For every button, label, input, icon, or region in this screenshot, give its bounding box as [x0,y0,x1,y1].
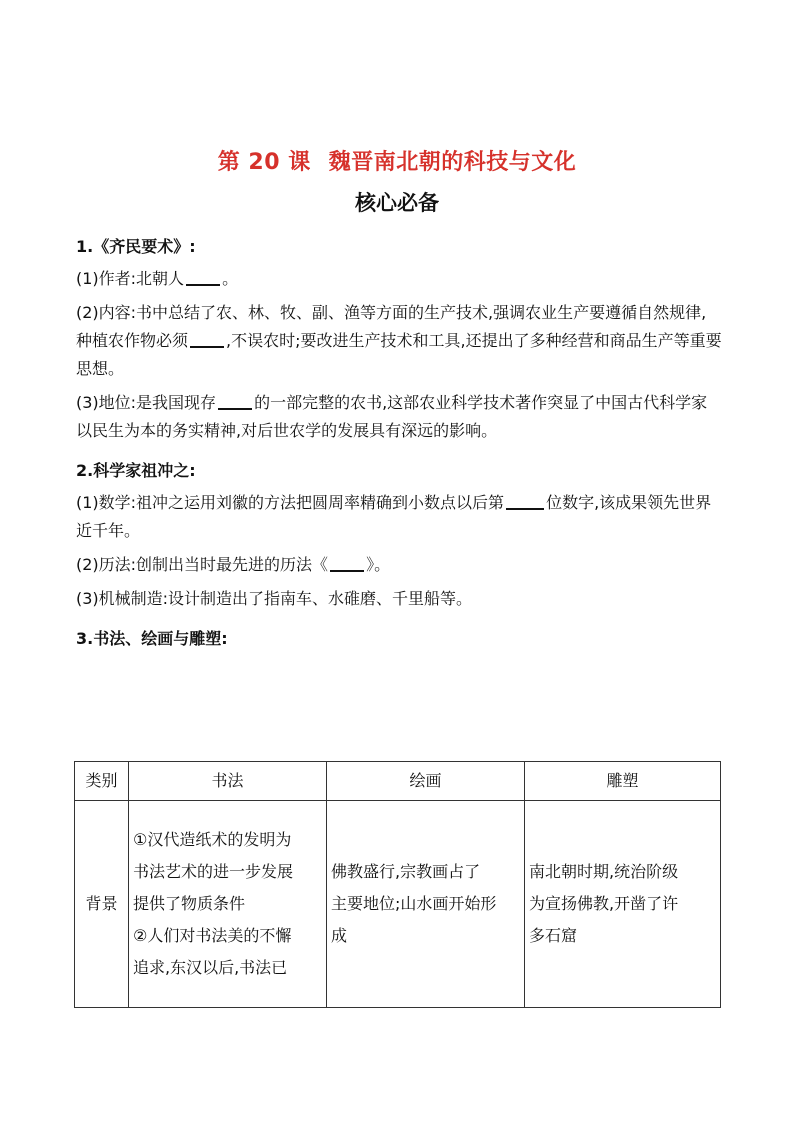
column-header: 书法 [129,762,327,801]
section-subtitle: 核心必备 [355,191,439,215]
column-header: 类别 [75,762,129,801]
table-header-row [75,762,721,801]
table-row [75,801,721,1008]
lesson-topic: 魏晋南北朝的科技与文化 [328,150,577,175]
row-header: 背景 [75,801,129,1008]
list-item: (1)作者:北朝人 。 [76,269,239,288]
column-header: 雕塑 [525,762,721,801]
sculpture-cell: 南北朝时期,统治阶级 为宣扬佛教,开凿了许 多石窟 [525,801,721,1008]
answer-blank [186,268,220,286]
arts-table [74,761,721,1008]
list-item: (2)历法:创制出当时最先进的历法《 》。 [76,555,391,574]
answer-blank [330,554,364,572]
list-item: (3)机械制造:设计制造出了指南车、水碓磨、千里船等。 [76,589,473,608]
calligraphy-cell: ①汉代造纸术的发明为 书法艺术的进一步发展 提供了物质条件 ②人们对书法美的不懈 追求,东汉以后,书法已 [129,801,327,1008]
list-item: (3)地位:是我国现存 的一部完整的农书,这部农业科学技术著作突显了中国古代科学家以民生为本的务实精神,对后世农学的发展具有深远的影响。 [76,393,708,440]
section-heading-zuchongzhi: 2.科学家祖冲之: [76,461,196,480]
answer-blank [506,492,544,510]
answer-blank [190,330,224,348]
content-body [76,233,722,657]
list-item: (2)内容:书中总结了农、林、牧、副、渔等方面的生产技术,强调农业生产要遵循自然规律,种植农作物必须 ,不误农时;要改进生产技术和工具,还提出了多种经营和商品生产等重要思想。 [76,303,722,378]
lesson-number: 第 20 课 [217,150,311,175]
list-item: (1)数学:祖冲之运用刘徽的方法把圆周率精确到小数点以后第 位数字,该成果领先世界近千年。 [76,493,712,540]
painting-cell: 佛教盛行,宗教画占了 主要地位;山水画开始形 成 [327,801,525,1008]
column-header: 绘画 [327,762,525,801]
answer-blank [218,392,252,410]
section-heading-arts: 3.书法、绘画与雕塑: [76,629,228,648]
lesson-title [0,145,794,176]
section-heading-qimin: 1.《齐民要术》: [76,237,196,256]
